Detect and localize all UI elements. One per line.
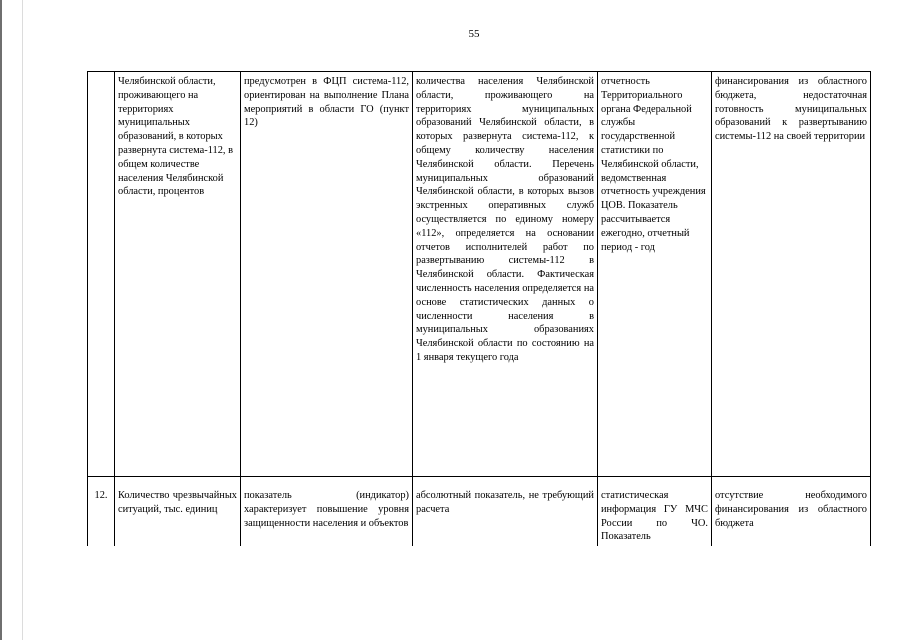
- row-number: [88, 72, 115, 477]
- indicator-description-cell: предусмотрен в ФЦП система-112, ориентирован на выполнение Плана мероприятий в области ГО (пункт 12): [241, 72, 413, 477]
- scan-fold-line: [22, 0, 23, 640]
- indicator-name-cell: Количество чрезвычайных ситуаций, тыс. единиц: [115, 477, 241, 547]
- indicator-description-cell: показатель (индикатор) характеризует повышение уровня защищенности населения и объектов: [241, 477, 413, 547]
- table-row: [88, 72, 871, 477]
- table-row: [88, 477, 871, 547]
- risk-factors-cell: отсутствие необходимого финансирования из областного бюджета: [712, 477, 871, 547]
- calculation-method-cell: абсолютный показатель, не требующий расчета: [413, 477, 598, 547]
- scan-edge: [0, 0, 2, 640]
- row-number: 12.: [88, 477, 115, 547]
- indicator-name-cell: Челябинской области, проживающего на территориях муниципальных образований, в которых развернута система-112, в общем количестве населения Челябинской области, процентов: [115, 72, 241, 477]
- risk-factors-cell: финансирования из областного бюджета, недостаточная готовность муниципальных образований к развертыванию системы-112 на своей территории: [712, 72, 871, 477]
- calculation-method-cell: количества населения Челябинской области, проживающего на территориях муниципальных образований Челябинской области, в которых развернута система-112, к общему количеству населения Челябинской области. Перечень муниципальных образований Челябинской области, в которых вызов экстренных оперативных служб осуществляется по единому номеру «112», определяется на основании отчетов исполнителей работ по развертыванию системы-112 в Челябинской области. Фактическая численность населения определяется на основе статистических данных о численности населения в муниципальных образованиях Челябинской области по состоянию на 1 января текущего года: [413, 72, 598, 477]
- data-source-cell: отчетность Территориального органа Федеральной службы государственной статистики по Челябинской области, ведомственная отчетность учреждения ЦОВ. Показатель рассчитывается ежегодно, отчетный период - год: [598, 72, 712, 477]
- indicators-table: [87, 71, 871, 546]
- page-number: 55: [468, 28, 480, 40]
- data-source-cell: статистическая информация ГУ МЧС России по ЧО. Показатель: [598, 477, 712, 547]
